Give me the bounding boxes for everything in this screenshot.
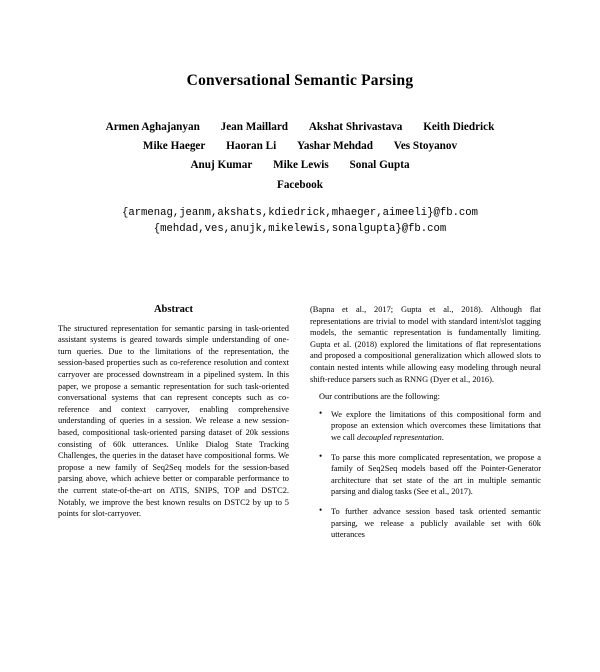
author-name: Mike Lewis [273, 159, 329, 171]
author-name: Haoran Li [226, 140, 277, 152]
page-title: Conversational Semantic Parsing [186, 72, 414, 89]
intro-paragraph: (Bapna et al., 2017; Gupta et al., 2018). Although flat representations are trivial to model with standard intent/slot tagging models, the semantic representation is fundamentally limiting. Gupta et al. (2018) explored the limitations of flat representations and proposed a compositional generalization which allowed slots to contain nested intents while allowing easy modeling through neural shift-reduce parsers such as RNNG (Dyer et al., 2016). [310, 305, 541, 384]
email-block [58, 205, 542, 237]
bullet-text: We explore the limitations of this compositional form and propose an extension which overcomes these limitations that we call [331, 409, 541, 442]
author-name: Armen Aghajanyan [105, 121, 200, 133]
list-item [323, 409, 541, 444]
author-line-1 [58, 118, 542, 137]
author-name: Yashar Mehdad [297, 140, 373, 152]
author-name: Jean Maillard [220, 121, 289, 133]
author-name: Akshat Shrivastava [308, 121, 403, 133]
bullet-text: To further advance session based task oriented semantic parsing, we release a publicly available set with 60k utterances [331, 506, 541, 540]
right-column [310, 304, 541, 672]
author-name: Mike Haeger [142, 140, 206, 152]
author-line-3 [58, 156, 542, 175]
contributions-lead: Our contributions are the following: [319, 392, 440, 402]
bullet-text-tail: . [441, 432, 444, 442]
list-item [323, 506, 541, 541]
body-columns [58, 304, 542, 672]
affiliation: Facebook [277, 179, 323, 191]
list-item [323, 452, 541, 498]
author-name: Sonal Gupta [349, 159, 410, 171]
email-line-2: {mehdad,ves,anujk,mikelewis,sonalgupta}@fb.com [153, 223, 447, 235]
abstract-text: The structured representation for semantic parsing in task-oriented assistant systems is geared towards simple understanding of one-turn queries. Due to the limitations of the representation, the session-based properties such as co-reference resolution and context carryover are processed downstream in a pipelined system. In this paper, we propose a semantic representation for such task-oriented conversational systems that can represent concepts such as co-reference and context carryover, enabling comprehensive understanding of queries in a session. We release a new session-based, compositional task-oriented parsing dataset of 20k sessions consisting of 60k utterances. Unlike Dialog State Tracking Challenges, the queries in the dataset have compositional forms. We propose a new family of Seq2Seq models for the session-based parsing above, which achieve better or comparable performance to the current state-of-the-art on ATIS, SNIPS, TOP and DSTC2. Notably, we improve the best known results on DSTC2 by up to 5 points for slot-carryover. [58, 323, 289, 519]
author-line-2 [58, 137, 542, 156]
abstract-heading: Abstract [153, 304, 194, 315]
contributions-list [310, 409, 541, 541]
author-name: Ves Stoyanov [393, 140, 458, 152]
paper-page [0, 72, 600, 672]
left-column [58, 304, 289, 672]
bullet-emphasis: decoupled representation [357, 432, 442, 442]
bullet-text: To parse this more complicated representation, we propose a family of Seq2Seq models based off the Pointer-Generator architecture that set state of the art in multiple semantic parsing and dialog tasks (See et al., 2017). [331, 452, 541, 497]
author-name: Anuj Kumar [190, 159, 253, 171]
author-name: Keith Diedrick [423, 121, 495, 133]
author-block [58, 118, 542, 195]
email-line-1: {armenag,jeanm,akshats,kdiedrick,mhaeger,aimeeli}@fb.com [121, 207, 478, 219]
